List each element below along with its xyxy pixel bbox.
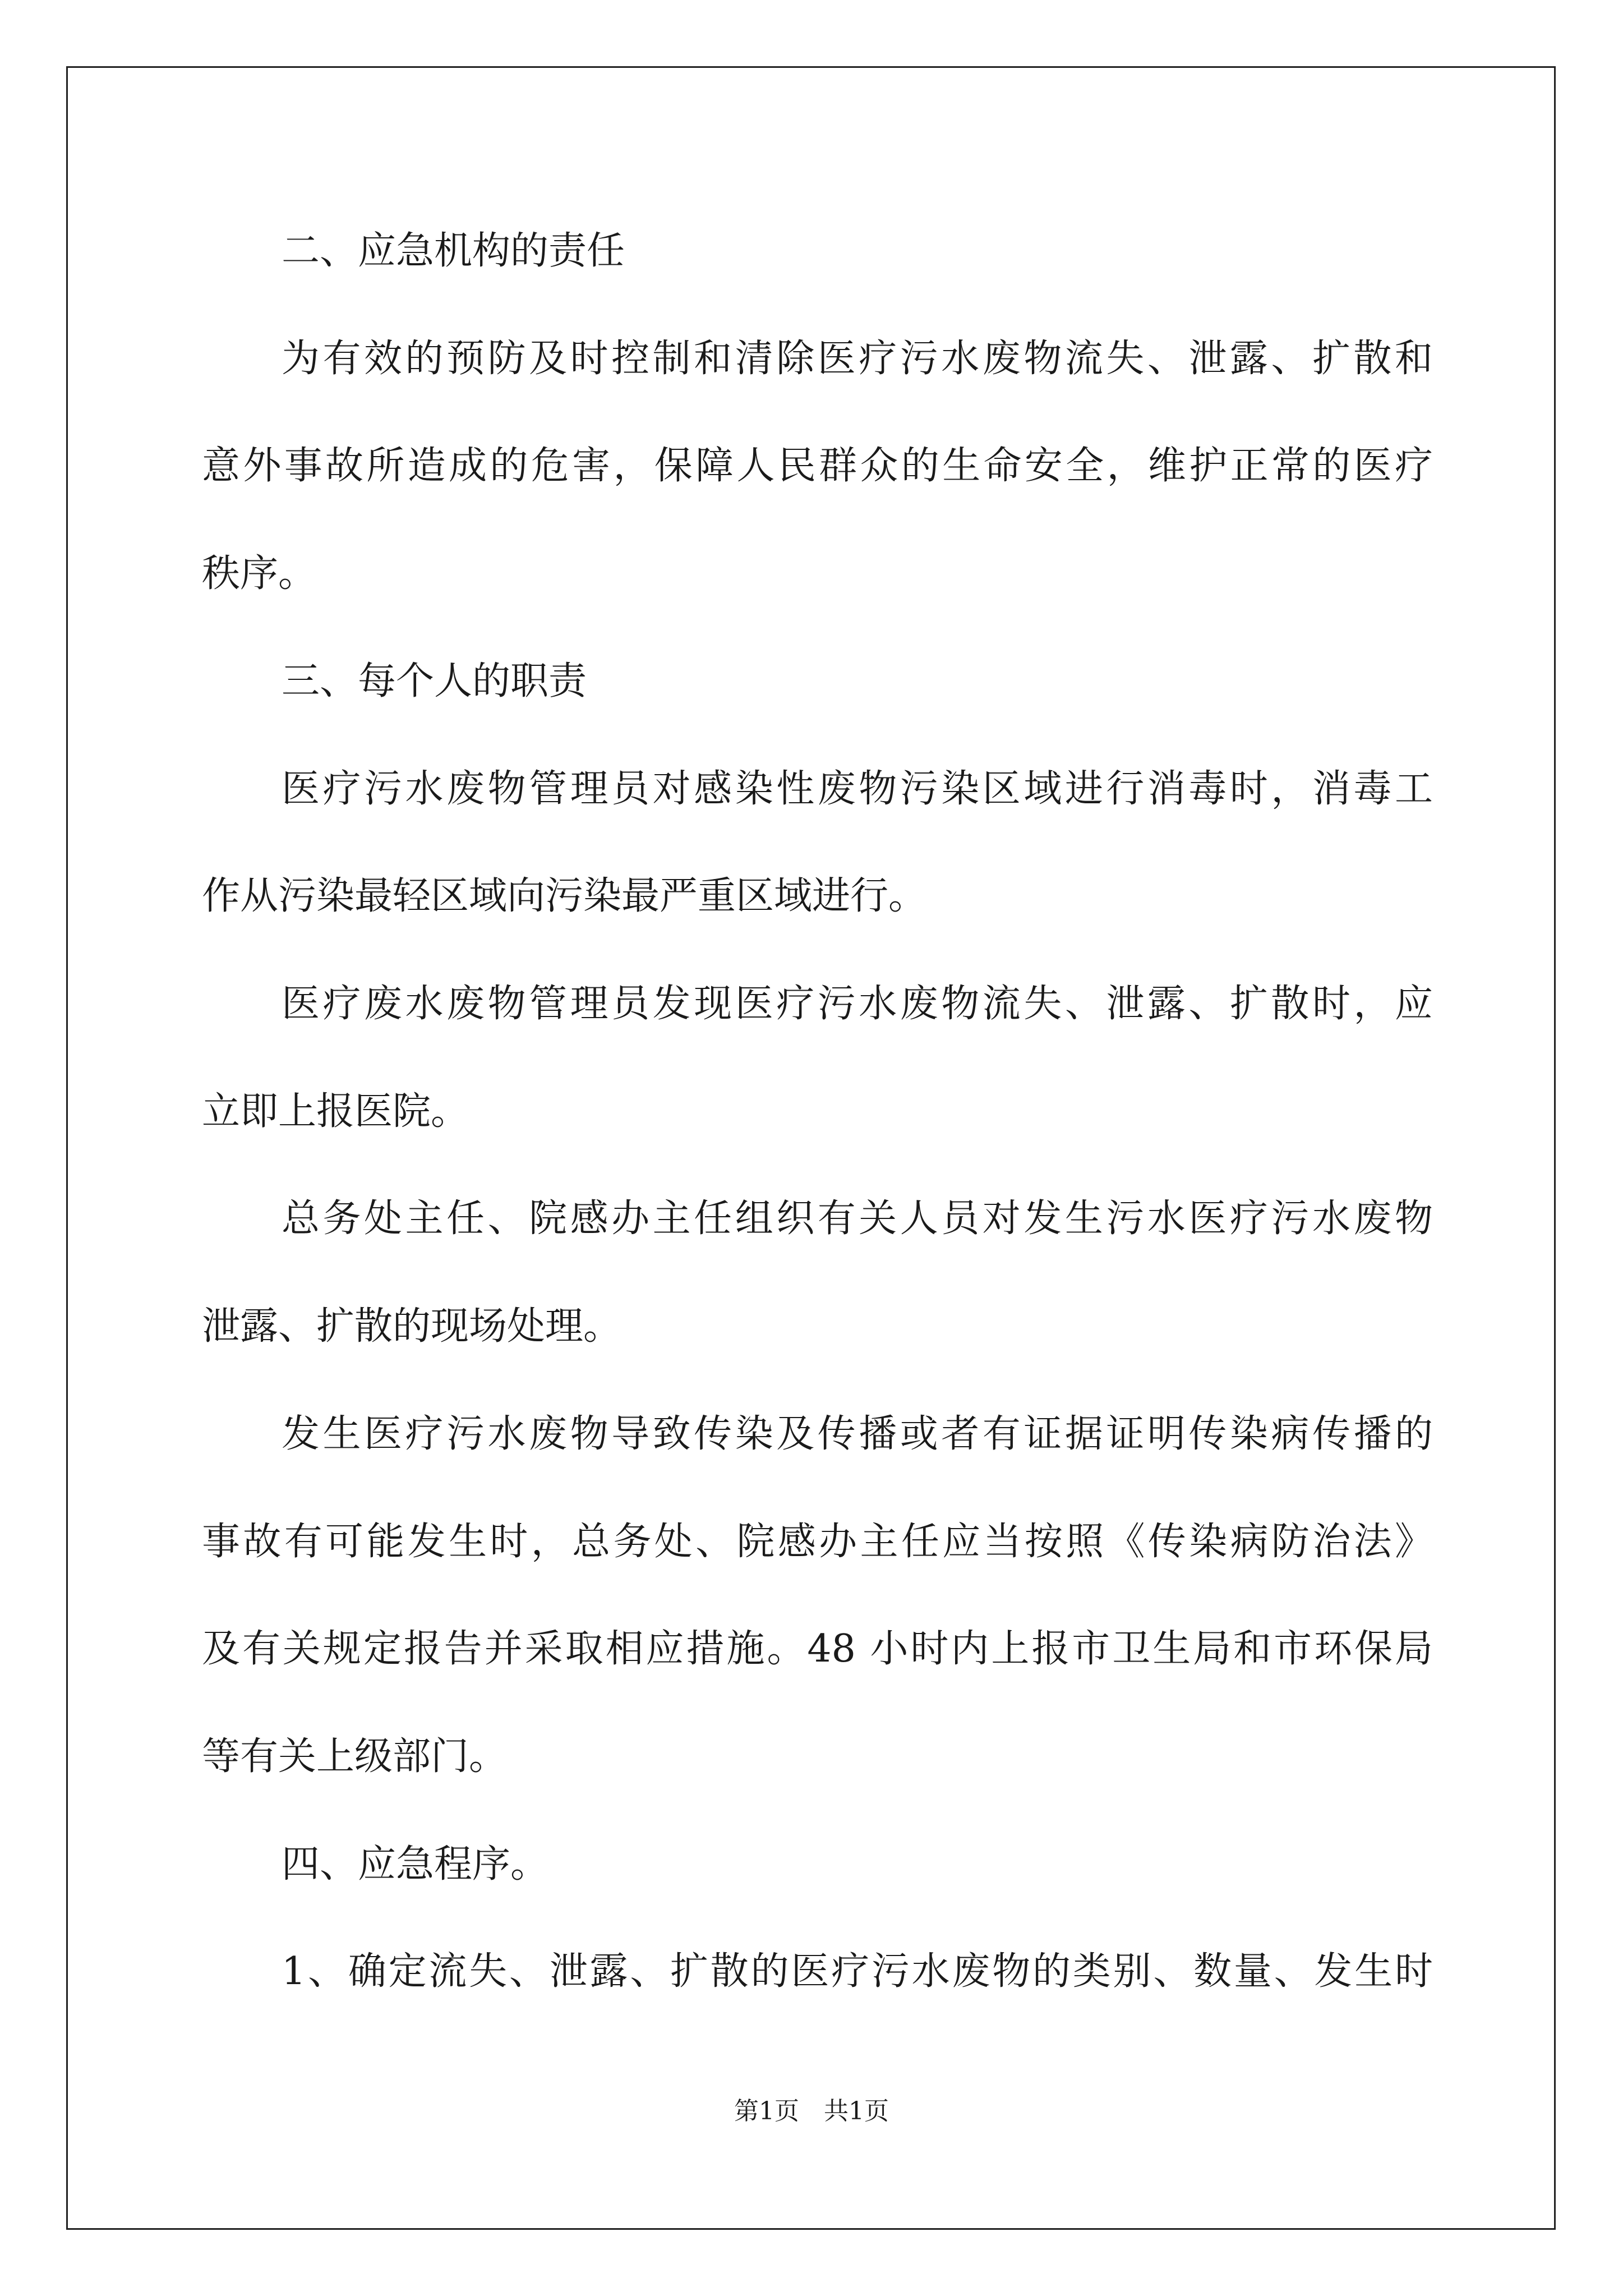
section-heading: 三、每个人的职责 [282,659,587,703]
body-text-line: 总务处主任、院感办主任组织有关人员对发生污水医疗污水废物 [282,1197,1433,1241]
body-text-line: 秩序。 [202,551,317,596]
body-text-line: 发生医疗污水废物导致传染及传播或者有证据证明传染病传播的 [282,1412,1433,1456]
body-text-line: 意外事故所造成的危害，保障人民群众的生命安全，维护正常的医疗 [202,444,1433,488]
body-text-line: 作从污染最轻区域向污染最严重区域进行。 [202,874,927,918]
body-text-line: 为有效的预防及时控制和清除医疗污水废物流失、泄露、扩散和 [282,337,1433,381]
body-text-line: 及有关规定报告并采取相应措施。48 小时内上报市卫生局和市环保局 [202,1627,1433,1671]
body-text-line: 立即上报医院。 [202,1089,469,1134]
body-text-line: 等有关上级部门。 [202,1734,508,1779]
page-border [66,66,1556,2230]
body-text-line: 医疗废水废物管理员发现医疗污水废物流失、泄露、扩散时，应 [282,982,1433,1026]
body-text-line: 事故有可能发生时，总务处、院感办主任应当按照《传染病防治法》 [202,1520,1433,1564]
section-heading: 四、应急程序。 [282,1842,549,1887]
body-text-line: 1、确定流失、泄露、扩散的医疗污水废物的类别、数量、发生时 [282,1949,1433,1994]
body-text-line: 医疗污水废物管理员对感染性废物污染区域进行消毒时，消毒工 [282,767,1433,811]
body-text-line: 泄露、扩散的现场处理。 [202,1304,622,1349]
page-number-footer: 第1页 共1页 [734,2097,889,2125]
section-heading: 二、应急机构的责任 [282,229,625,273]
